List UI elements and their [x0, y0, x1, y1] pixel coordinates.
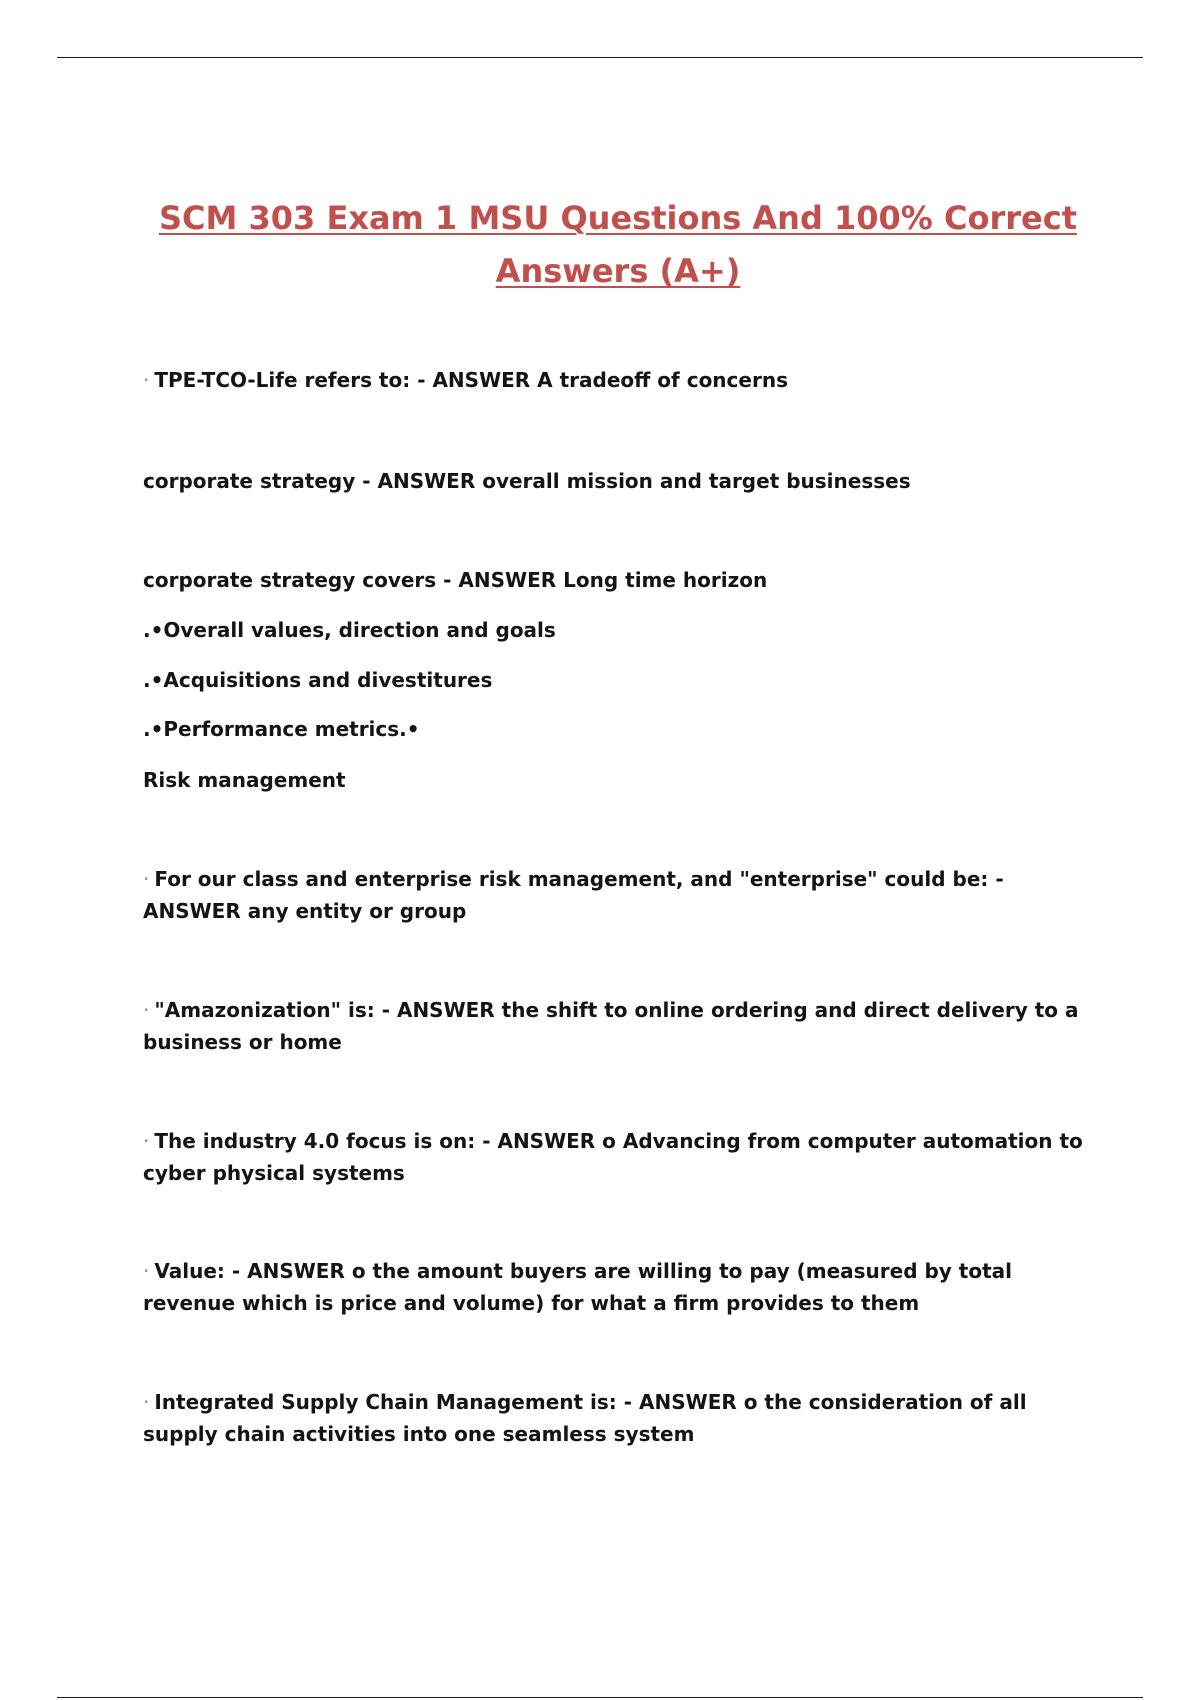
list-item-acquisitions: [143, 664, 1093, 696]
entry-text: The industry 4.0 focus is on: - ANSWER o Advancing from computer automation to cyber physical systems: [143, 1129, 1083, 1185]
list-item-risk: [143, 764, 1093, 796]
entry-amazonization: [143, 994, 1093, 1058]
list-item-performance: [143, 713, 1093, 745]
entry-text: .•Overall values, direction and goals: [143, 618, 556, 642]
entry-text: corporate strategy - ANSWER overall mission and target businesses: [143, 469, 911, 493]
entry-text: Risk management: [143, 768, 346, 792]
entry-text: .•Acquisitions and divestitures: [143, 668, 493, 692]
entry-text: Integrated Supply Chain Management is: - ANSWER o the consideration of all supply chain activities into one seamless system: [143, 1390, 1027, 1446]
entry-value: [143, 1255, 1093, 1319]
bullet-dot: ·: [143, 368, 150, 392]
entry-industry-4-0: [143, 1125, 1093, 1189]
title-line-2: Answers (A+): [495, 252, 741, 290]
top-rule: [57, 57, 1143, 58]
bullet-dot: ·: [143, 1390, 150, 1414]
entry-text: "Amazonization" is: - ANSWER the shift to online ordering and direct delivery to a business or home: [143, 998, 1079, 1054]
entry-text: corporate strategy covers - ANSWER Long time horizon: [143, 568, 768, 592]
bullet-dot: ·: [143, 1129, 150, 1153]
entry-integrated-scm: [143, 1386, 1093, 1450]
title-line-1: SCM 303 Exam 1 MSU Questions And 100% Correct: [159, 199, 1077, 237]
entry-tpe-tco-life: [143, 364, 1093, 396]
bullet-dot: ·: [143, 1259, 150, 1283]
entry-enterprise-risk: [143, 863, 1093, 927]
bullet-dot: ·: [143, 998, 150, 1022]
document-title: [120, 192, 1116, 298]
entry-corporate-strategy: [143, 465, 1093, 497]
bottom-rule: [57, 1697, 1143, 1698]
entry-text: TPE-TCO-Life refers to: - ANSWER A tradeoff of concerns: [154, 368, 788, 392]
entry-text: .•Performance metrics.•: [143, 717, 420, 741]
list-item-values: [143, 614, 1093, 646]
entry-text: For our class and enterprise risk management, and "enterprise" could be: - ANSWER any entity or group: [143, 867, 1004, 923]
entry-corporate-strategy-covers: [143, 564, 1093, 596]
bullet-dot: ·: [143, 867, 150, 891]
entry-text: Value: - ANSWER o the amount buyers are willing to pay (measured by total revenue which is price and volume) for what a firm provides to them: [143, 1259, 1013, 1315]
